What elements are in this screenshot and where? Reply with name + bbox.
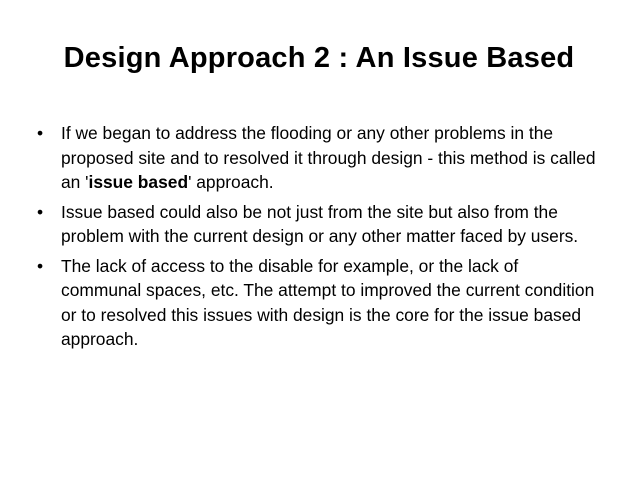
bullet-item <box>37 200 602 249</box>
bullet-text-segment: Issue based could also be not just from the site but also from the problem with the current design or any other matter faced by users. <box>61 201 579 246</box>
slide-title: Design Approach 2 : An Issue Based <box>63 42 575 74</box>
bullet-text-segment: The lack of access to the disable for example, or the lack of communal spaces, etc. The attempt to improved the current condition or to resolved this issues with design is the core for the issue based approach. <box>61 255 595 349</box>
bullet-item <box>37 121 602 195</box>
bullet-item <box>37 254 602 352</box>
bullet-icon: • <box>37 123 44 143</box>
bullet-text-segment: If we began to address the flooding or any other problems in the proposed site and to resolved it through design - this method is called an ' <box>61 123 596 192</box>
bullet-emphasis-text: issue based <box>88 172 189 192</box>
bullet-icon: • <box>37 201 44 222</box>
bullet-list <box>37 121 602 357</box>
bullet-text-segment: ' approach. <box>188 172 274 192</box>
bullet-icon: • <box>37 255 44 276</box>
